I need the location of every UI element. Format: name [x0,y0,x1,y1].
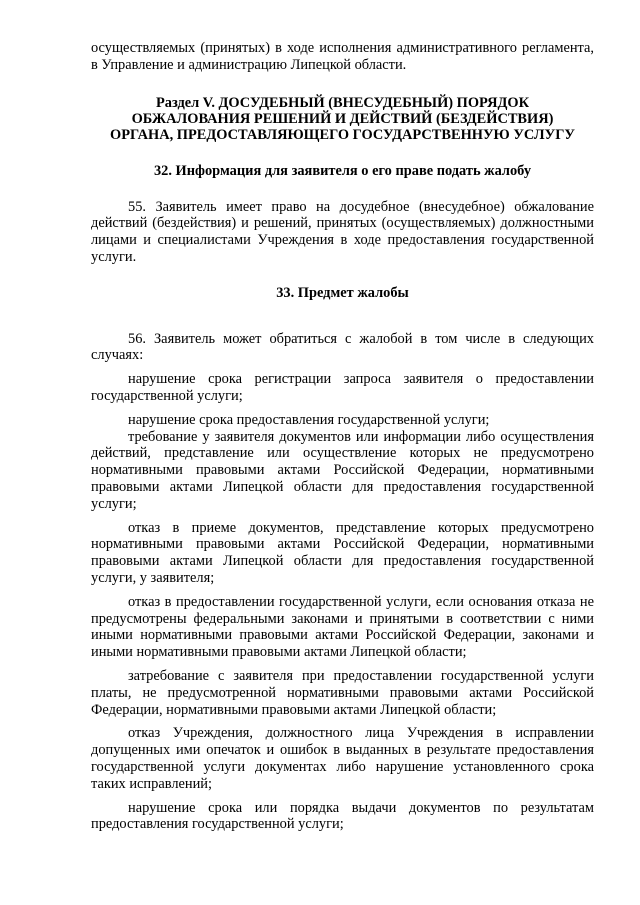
list-item: затребование с заявителя при предоставлении государственной услуги платы, не предусмотренной нормативными правовыми актами Российской Федерации, нормативными правовыми актами Липецкой области; [91,667,594,718]
list-item: отказ Учреждения, должностного лица Учреждения в исправлении допущенных ими опечаток и ошибок в выданных в результате предоставления государственной услуги документах либо нарушение установленного срока таких исправлений; [91,725,594,792]
list-item: нарушение срока регистрации запроса заявителя о предоставлении государственной услуги; [91,371,594,404]
list-item: нарушение срока предоставления государственной услуги; [128,411,490,428]
paragraph-55: 55. Заявитель имеет право на досудебное (внесудебное) обжалование действий (бездействия) и решений, принятых (осуществляемых) должностными лицами и специалистами Учреждения в ходе предоставления государственной услуги. [91,198,594,265]
section-heading [91,95,594,144]
list-item: требование у заявителя документов или информации либо осуществления действий, представление или осуществление которых не предусмотрено нормативными правовыми актами Российской Федерации, нормативными правовыми актами Липецкой области для предоставления государственной услуги; [91,428,594,512]
list-item: нарушение срока или порядка выдачи документов по результатам предоставления государственной услуги; [91,799,594,833]
list-item: отказ в приеме документов, представление которых предусмотрено нормативными правовыми актами Российской Федерации, нормативными правовыми актами Липецкой области для предоставления государственной услуги, у заявителя; [91,519,594,586]
section-heading-line-1: Раздел V. ДОСУДЕБНЫЙ (ВНЕСУДЕБНЫЙ) ПОРЯДОК [155,94,530,111]
section-heading-line-3: ОРГАНА, ПРЕДОСТАВЛЯЮЩЕГО ГОСУДАРСТВЕННУЮ УСЛУГУ [110,127,575,144]
subsection-32-heading: 32. Информация для заявителя о его праве подать жалобу [153,162,532,179]
list-item: отказ в предоставлении государственной услуги, если основания отказа не предусмотрены федеральными законами и принятыми в соответствии с ними иными нормативными правовыми актами Российской Федерации, законами и иными нормативными правовыми актами Липецкой области; [91,593,594,661]
document-body [91,40,594,833]
subsection-33-heading: 33. Предмет жалобы [276,284,409,301]
section-heading-line-2: ОБЖАЛОВАНИЯ РЕШЕНИЙ И ДЕЙСТВИЙ (БЕЗДЕЙСТВИЯ) [131,111,554,127]
paragraph-56: 56. Заявитель может обратиться с жалобой в том числе в следующих случаях: [91,330,594,364]
intro-paragraph: осуществляемых (принятых) в ходе исполнения административного регламента, в Управление и администрацию Липецкой области. [91,40,594,73]
